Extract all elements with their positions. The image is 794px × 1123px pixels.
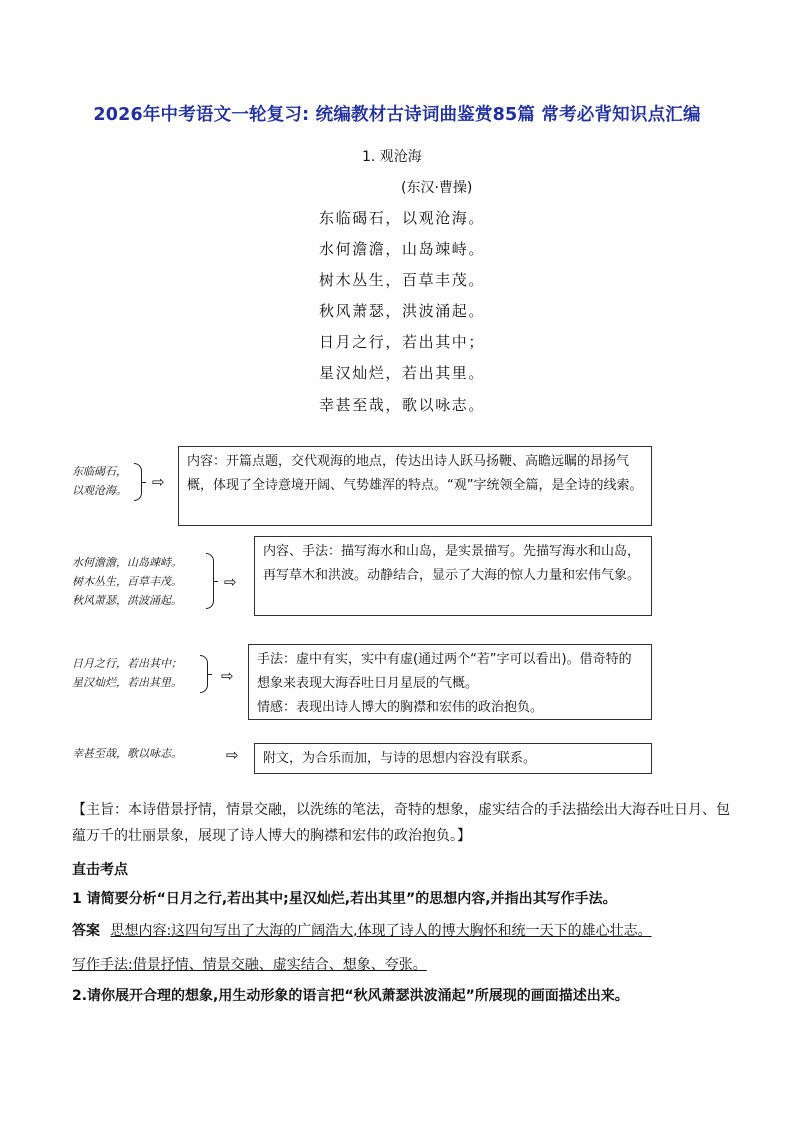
arrow-right-icon: ⇨ — [221, 667, 234, 685]
analysis-text-emotion: 情感：表现出诗人博大的胸襟和宏伟的政治抱负。 — [257, 700, 544, 715]
analysis-text: 内容：开篇点题，交代观海的地点，传达出诗人跃马扬鞭、高瞻远瞩的昂扬气概，体现了全诗意境开阔、气势雄浑的特点。“观”字统领全篇，是全诗的线索。 — [187, 454, 643, 493]
analysis-text: 手法：虚中有实，实中有虚(通过两个“若”字可以看出)。借奇特的想象来表现大海吞吐日月星辰的气概。 — [257, 652, 632, 691]
analysis-box-1 — [178, 446, 652, 526]
handwritten-line: 东临碣石， — [72, 465, 127, 478]
question-1: 1 请简要分析“日月之行,若出其中;星汉灿烂,若出其里”的思想内容,并指出其写作手法。 — [72, 891, 617, 907]
brace-2 — [206, 553, 214, 609]
analysis-box-3 — [248, 644, 652, 720]
poem-line: 秋风萧瑟，洪波涌起。 — [319, 302, 486, 320]
analysis-text: 内容、手法：描写海水和山岛，是实景描写。先描写海水和山岛，再写草木和洪波。动静结合，显示了大海的惊人力量和宏伟气象。 — [263, 544, 641, 583]
analysis-box-4 — [254, 743, 652, 774]
handwritten-lines-1 — [72, 462, 127, 500]
poem-line: 水何澹澹，山岛竦峙。 — [319, 240, 486, 258]
arrow-right-icon: ⇨ — [152, 473, 165, 491]
arrow-right-icon: ⇨ — [226, 746, 239, 764]
poem-line: 日月之行，若出其中； — [319, 333, 486, 351]
handwritten-line: 日月之行，若出其中； — [72, 657, 182, 670]
document-title: 2026年中考语文一轮复习: 统编教材古诗词曲鉴赏85篇 常考必背知识点汇编 — [93, 105, 701, 125]
answer-1 — [72, 919, 652, 943]
brace-1 — [134, 463, 142, 501]
handwritten-line: 幸甚至哉，歌以咏志。 — [72, 747, 182, 760]
poem-title: 1. 观沧海 — [362, 149, 422, 165]
handwritten-line: 秋风萧瑟，洪波涌起。 — [72, 594, 182, 607]
handwritten-line: 水何澹澹，山岛竦峙。 — [72, 556, 182, 569]
poem-line: 树木丛生，百草丰茂。 — [319, 271, 486, 289]
section-heading: 直击考点 — [72, 862, 128, 878]
arrow-right-icon: ⇨ — [224, 573, 237, 591]
poem-line: 星汉灿烂，若出其里。 — [319, 364, 486, 382]
answer-label: 答案 — [72, 923, 100, 939]
analysis-text: 附文，为合乐而加，与诗的思想内容没有联系。 — [263, 751, 537, 766]
handwritten-lines-3 — [72, 654, 182, 692]
brace-3 — [200, 655, 208, 693]
poem-author: (东汉·曹操) — [401, 180, 473, 196]
analysis-box-2 — [254, 536, 652, 616]
handwritten-lines-2 — [72, 553, 182, 610]
answer-content: 思想内容:这四句写出了大海的广阔浩大,体现了诗人的博大胸怀和统一天下的雄心壮志。 — [110, 923, 652, 939]
handwritten-line: 以观沧海。 — [72, 484, 127, 497]
handwritten-line: 星汉灿烂，若出其里。 — [72, 676, 182, 689]
poem-line: 幸甚至哉，歌以咏志。 — [319, 396, 486, 414]
handwritten-lines-4 — [72, 744, 182, 763]
question-2: 2.请你展开合理的想象,用生动形象的语言把“秋风萧瑟洪波涌起”所展现的画面描述出来。 — [72, 988, 629, 1004]
handwritten-line: 树木丛生，百草丰茂。 — [72, 575, 182, 588]
poem-line: 东临碣石，以观沧海。 — [319, 209, 486, 227]
theme-paragraph: 【主旨：本诗借景抒情，情景交融，以洗练的笔法，奇特的想象，虚实结合的手法描绘出大海吞吐日月、包蕴万千的壮丽景象，展现了诗人博大的胸襟和宏伟的政治抱负。】 — [72, 802, 730, 844]
answer-method: 写作手法:借景抒情、情景交融、虚实结合、想象、夸张。 — [72, 957, 427, 973]
